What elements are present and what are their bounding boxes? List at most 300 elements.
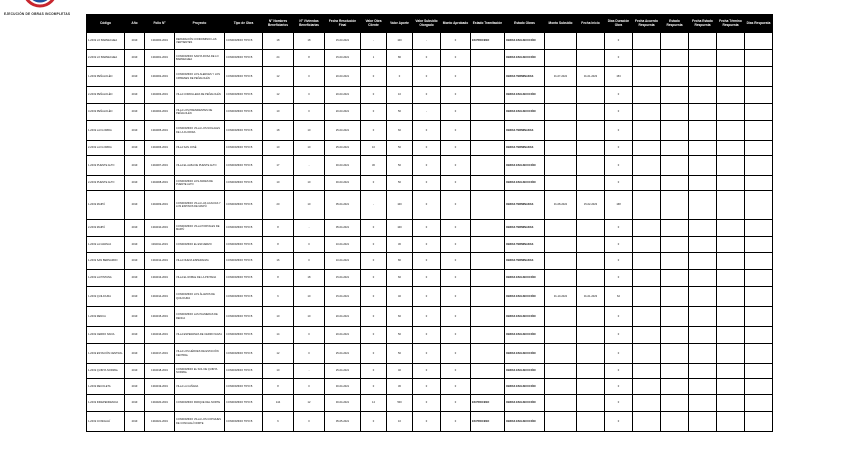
table-cell xyxy=(745,33,773,50)
table-cell: OBRAS EN EJECUCIÓN xyxy=(505,287,545,307)
table-cell xyxy=(633,191,661,220)
table-cell: 1394019-2019 xyxy=(145,379,175,395)
table-cell: 1-2019 RENCA xyxy=(87,307,125,327)
table-cell xyxy=(661,379,689,395)
table-cell: CONDOMINIO TIPO B xyxy=(225,364,263,379)
table-cell: 8 xyxy=(263,379,294,395)
table-cell xyxy=(545,379,577,395)
table-row xyxy=(87,364,773,379)
table-cell: 2019 xyxy=(125,395,145,412)
table-cell: 0 xyxy=(605,220,633,237)
table-cell: VILLA LOS PRESIDENTES DE PEÑALOLÉN xyxy=(175,104,225,121)
table-cell: 144 xyxy=(263,395,294,412)
column-header: Valor Obra Cliente xyxy=(361,15,387,33)
table-cell: 0 xyxy=(361,104,387,121)
table-cell: 17 xyxy=(263,156,294,176)
projects-table xyxy=(86,14,773,432)
table-cell: CONDOMINIO TIPO B xyxy=(225,327,263,344)
table-row xyxy=(87,141,773,156)
column-header: Fecha Término Respuesta xyxy=(717,15,745,33)
table-cell: 0 xyxy=(413,176,441,191)
table-cell: 0 xyxy=(413,364,441,379)
table-cell xyxy=(577,50,605,67)
table-cell xyxy=(717,327,745,344)
table-cell xyxy=(689,50,717,67)
table-cell: CONDOMINIO TIPO B xyxy=(225,307,263,327)
table-cell: 20-04-2021 xyxy=(325,327,361,344)
table-cell xyxy=(661,344,689,364)
table-cell xyxy=(471,364,505,379)
table-cell xyxy=(689,344,717,364)
table-cell: 40 xyxy=(387,287,413,307)
table-cell xyxy=(545,156,577,176)
table-cell: 2019 xyxy=(125,253,145,270)
table-cell: 60 xyxy=(387,121,413,141)
table-cell: 153 xyxy=(605,67,633,87)
table-cell: 0 xyxy=(605,344,633,364)
table-cell xyxy=(633,253,661,270)
table-cell: 80 xyxy=(387,50,413,67)
table-cell: 12 xyxy=(263,87,294,104)
table-row xyxy=(87,191,773,220)
table-cell xyxy=(745,327,773,344)
table-cell xyxy=(717,287,745,307)
table-cell xyxy=(577,176,605,191)
table-cell xyxy=(689,287,717,307)
table-row xyxy=(87,270,773,287)
table-cell xyxy=(633,220,661,237)
table-cell: 2019 xyxy=(125,191,145,220)
table-cell: OBRAS EN EJECUCIÓN xyxy=(505,87,545,104)
table-cell: 0 xyxy=(605,33,633,50)
table-header-row xyxy=(87,15,773,33)
table-cell: 0 xyxy=(413,220,441,237)
table-cell: 1394005-2019 xyxy=(145,121,175,141)
table-cell: 2019 xyxy=(125,379,145,395)
table-cell: CONDOMINIO SANTA ROSA DE LO BARNECHEA xyxy=(175,50,225,67)
table-cell: CONDOMINIO TIPO B xyxy=(225,50,263,67)
table-cell: 0 xyxy=(413,253,441,270)
table-cell xyxy=(689,270,717,287)
table-cell: 0 xyxy=(294,67,325,87)
table-cell: 1394002-2019 xyxy=(145,67,175,87)
table-cell: 0 xyxy=(294,344,325,364)
table-cell xyxy=(577,220,605,237)
org-caption: EJECUCIÓN DE OBRAS INCOMPLETAS xyxy=(4,12,71,16)
table-cell: 0 xyxy=(413,379,441,395)
table-cell xyxy=(717,104,745,121)
table-cell: 1-2019 MAIPÚ xyxy=(87,191,125,220)
table-cell: 0 xyxy=(605,176,633,191)
table-cell: 2019 xyxy=(125,364,145,379)
table-cell: 0 xyxy=(361,253,387,270)
table-cell xyxy=(633,270,661,287)
table-cell xyxy=(745,121,773,141)
table-cell: 1394015-2019 xyxy=(145,307,175,327)
table-cell: 2019 xyxy=(125,33,145,50)
table-cell xyxy=(661,253,689,270)
table-cell: 1-2019 LA PINTANA xyxy=(87,270,125,287)
table-cell xyxy=(745,253,773,270)
column-header: Valor Aporte xyxy=(387,15,413,33)
table-cell: 05-04-2021 xyxy=(325,220,361,237)
column-header: Días Respuesta xyxy=(745,15,773,33)
table-cell: 0 xyxy=(294,237,325,253)
table-cell: 0 xyxy=(361,412,387,432)
table-cell xyxy=(633,287,661,307)
table-cell: 62 xyxy=(605,287,633,307)
table-cell xyxy=(717,379,745,395)
table-cell: 0 xyxy=(441,156,471,176)
table-cell: 25-04-2021 xyxy=(325,364,361,379)
table-cell: VILLA LA CAÑADA xyxy=(175,379,225,395)
table-cell: 2019 xyxy=(125,104,145,121)
column-header: Monto Subsidio xyxy=(545,15,577,33)
table-cell: 2019 xyxy=(125,50,145,67)
table-cell: 60 xyxy=(387,270,413,287)
table-cell: 0 xyxy=(441,67,471,87)
table-cell: 1-2019 LA GRANJA xyxy=(87,237,125,253)
table-cell: 50 xyxy=(387,141,413,156)
table-cell xyxy=(577,270,605,287)
table-cell xyxy=(545,395,577,412)
column-header: Estado Obras xyxy=(505,15,545,33)
table-cell: 50 xyxy=(387,327,413,344)
table-cell: 100 xyxy=(387,220,413,237)
table-cell: OBRAS EN EJECUCIÓN xyxy=(505,270,545,287)
column-header: Monto Aprobado xyxy=(441,15,471,33)
table-cell: 20-03-2021 xyxy=(325,67,361,87)
table-cell: VILLA NUEVA ESPERANZA xyxy=(175,253,225,270)
table-cell: 1394003-2019 xyxy=(145,87,175,104)
table-cell: 0 xyxy=(605,87,633,104)
table-cell xyxy=(633,237,661,253)
table-cell: 1394018-2019 xyxy=(145,364,175,379)
table-cell: CONDOMINIO TIPO B xyxy=(225,253,263,270)
table-cell: 05-04-2021 xyxy=(325,191,361,220)
table-cell: 0 xyxy=(605,270,633,287)
table-cell xyxy=(689,104,717,121)
table-cell: OBRAS EN EJECUCIÓN xyxy=(505,344,545,364)
table-cell: 01-01-2023 xyxy=(577,67,605,87)
table-cell xyxy=(633,121,661,141)
table-cell: 2-2019 PUENTE ALTO xyxy=(87,176,125,191)
table-cell: CONDOMINIO TIPO B xyxy=(225,237,263,253)
table-cell: 80 xyxy=(387,253,413,270)
table-cell xyxy=(745,191,773,220)
column-header: Fecha Acuerdo Respuesta xyxy=(633,15,661,33)
table-cell: 31-07-2022 xyxy=(545,67,577,87)
table-cell: 0 xyxy=(413,87,441,104)
table-cell: CONDOMINIO TIPO B xyxy=(225,344,263,364)
table-cell xyxy=(633,379,661,395)
table-cell: 0 xyxy=(441,33,471,50)
table-cell xyxy=(545,270,577,287)
table-cell: 14 xyxy=(361,395,387,412)
table-cell: 20-04-2021 xyxy=(325,307,361,327)
table-cell: CONDOMINIO TIPO B xyxy=(225,270,263,287)
table-cell: 0 xyxy=(441,287,471,307)
table-cell: 168 xyxy=(605,191,633,220)
table-cell xyxy=(717,412,745,432)
table-cell xyxy=(471,191,505,220)
table-cell: CONDOMINIO VILLA PORTALES DE MAIPÚ xyxy=(175,220,225,237)
table-cell: 0 xyxy=(361,287,387,307)
table-cell xyxy=(577,121,605,141)
table-cell xyxy=(717,121,745,141)
table-cell: 0 xyxy=(605,104,633,121)
table-cell xyxy=(633,104,661,121)
table-cell xyxy=(661,395,689,412)
table-cell: 1-2019 QUINTA NORMAL xyxy=(87,364,125,379)
table-cell: CONDOMINIO TIPO B xyxy=(225,287,263,307)
table-cell xyxy=(689,156,717,176)
table-cell: 0 xyxy=(605,50,633,67)
table-cell xyxy=(545,237,577,253)
table-cell xyxy=(745,307,773,327)
table-cell: 20-03-2021 xyxy=(325,87,361,104)
table-cell xyxy=(577,307,605,327)
table-cell xyxy=(717,191,745,220)
table-cell: 2019 xyxy=(125,156,145,176)
table-cell xyxy=(633,50,661,67)
table-cell xyxy=(633,327,661,344)
table-cell: EN PROCESO xyxy=(471,412,505,432)
table-cell xyxy=(545,253,577,270)
table-cell: CONDOMINIO TIPO B xyxy=(225,412,263,432)
table-cell: 40 xyxy=(387,364,413,379)
table-cell: 2-2019 PEÑALOLÉN xyxy=(87,87,125,104)
table-cell: 2019 xyxy=(125,237,145,253)
table-row xyxy=(87,237,773,253)
table-cell xyxy=(689,327,717,344)
table-cell xyxy=(661,237,689,253)
table-cell: - xyxy=(294,220,325,237)
table-cell: 0 xyxy=(361,344,387,364)
table-cell xyxy=(577,379,605,395)
table-cell: - xyxy=(413,33,441,50)
table-cell: 1394004-2019 xyxy=(145,104,175,121)
table-cell: OBRAS EN EJECUCIÓN xyxy=(505,50,545,67)
table-cell xyxy=(471,270,505,287)
table-cell xyxy=(633,141,661,156)
table-cell: 1-2019 RECOLETA xyxy=(87,379,125,395)
table-cell: 30 xyxy=(387,237,413,253)
table-cell: 0 xyxy=(413,191,441,220)
table-cell: 1-2019 SAN BERNARDO xyxy=(87,253,125,270)
table-cell xyxy=(745,395,773,412)
table-cell xyxy=(661,50,689,67)
table-cell: 0 xyxy=(413,156,441,176)
table-cell: CONDOMINIO EL SOL DE QUINTA NORMAL xyxy=(175,364,225,379)
table-cell xyxy=(745,104,773,121)
table-cell: 15-03-2021 xyxy=(325,33,361,50)
table-cell: 50 xyxy=(387,176,413,191)
table-cell: CONDOMINIO PARQUE DEL NORTE xyxy=(175,395,225,412)
table-cell xyxy=(633,67,661,87)
table-cell xyxy=(545,220,577,237)
table-cell: 2019 xyxy=(125,176,145,191)
table-cell: 10 xyxy=(294,141,325,156)
table-cell: 12 xyxy=(294,395,325,412)
table-cell xyxy=(633,344,661,364)
table-cell xyxy=(661,191,689,220)
table-cell xyxy=(717,67,745,87)
table-row xyxy=(87,104,773,121)
table-cell: 0 xyxy=(361,379,387,395)
table-cell xyxy=(717,270,745,287)
table-cell xyxy=(545,344,577,364)
table-cell: 0 xyxy=(441,141,471,156)
table-cell: 0 xyxy=(294,253,325,270)
table-cell xyxy=(717,87,745,104)
table-cell xyxy=(545,307,577,327)
table-cell: 10-04-2021 xyxy=(325,253,361,270)
table-cell: 05-05-2021 xyxy=(325,412,361,432)
table-cell: 25-03-2021 xyxy=(325,121,361,141)
table-cell xyxy=(661,220,689,237)
table-cell: 0 xyxy=(387,67,413,87)
table-cell: 0 xyxy=(361,121,387,141)
table-cell: 100 xyxy=(387,33,413,50)
table-cell xyxy=(661,87,689,104)
table-cell: 0 xyxy=(441,270,471,287)
table-cell: 12 xyxy=(263,344,294,364)
table-cell xyxy=(689,191,717,220)
table-cell xyxy=(717,307,745,327)
table-row xyxy=(87,33,773,50)
table-cell: CONDOMINIO LOS ALERCES Y LOS CIPRESES DE PEÑALOLÉN xyxy=(175,67,225,87)
table-cell: OBRAS TERMINADAS xyxy=(505,67,545,87)
table-cell: - xyxy=(361,191,387,220)
table-cell: VILLA SAN JOSÉ xyxy=(175,141,225,156)
table-cell xyxy=(577,87,605,104)
column-header: Estado Respuesta xyxy=(661,15,689,33)
table-cell: 1-2019 ESTACIÓN CENTRAL xyxy=(87,344,125,364)
table-cell: 30 xyxy=(387,379,413,395)
column-header: Proyecto xyxy=(175,15,225,33)
table-cell: CONDOMINIO VILLA LOS NOGALES DE LA FLORIDA xyxy=(175,121,225,141)
table-cell: 1394012-2019 xyxy=(145,253,175,270)
table-cell: 0 xyxy=(605,364,633,379)
table-cell xyxy=(717,253,745,270)
table-cell: 0 xyxy=(294,87,325,104)
table-cell: 0 xyxy=(605,307,633,327)
table-cell xyxy=(661,141,689,156)
table-row xyxy=(87,287,773,307)
table-cell: 60 xyxy=(387,307,413,327)
table-cell xyxy=(633,307,661,327)
table-cell: 10 xyxy=(294,191,325,220)
table-cell: 0 xyxy=(441,191,471,220)
table-cell: 0 xyxy=(413,270,441,287)
table-cell: 0 xyxy=(441,50,471,67)
table-cell: EN PROCESO xyxy=(471,395,505,412)
table-cell: 18 xyxy=(263,121,294,141)
table-cell xyxy=(471,156,505,176)
table-cell xyxy=(745,141,773,156)
table-cell: 0 xyxy=(361,237,387,253)
column-header: Estado Tramitación xyxy=(471,15,505,33)
table-cell xyxy=(545,412,577,432)
table-cell: 0 xyxy=(413,50,441,67)
table-cell xyxy=(577,141,605,156)
table-cell xyxy=(661,33,689,50)
table-cell xyxy=(689,87,717,104)
table-cell xyxy=(633,33,661,50)
table-cell xyxy=(545,33,577,50)
table-cell: 0 xyxy=(441,395,471,412)
table-row xyxy=(87,253,773,270)
table-cell xyxy=(745,344,773,364)
table-cell: 0 xyxy=(294,379,325,395)
table-cell: 0 xyxy=(605,395,633,412)
table-cell xyxy=(577,412,605,432)
table-cell: 8 xyxy=(263,220,294,237)
table-cell xyxy=(545,121,577,141)
table-cell: 100 xyxy=(387,191,413,220)
table-cell: 1394009-2019 xyxy=(145,191,175,220)
header-logo-area xyxy=(4,0,84,22)
table-cell: 50 xyxy=(387,104,413,121)
table-cell: 8 xyxy=(263,270,294,287)
table-cell: VILLA LOS HÉROES DE ESTACIÓN CENTRAL xyxy=(175,344,225,364)
table-row xyxy=(87,121,773,141)
table-cell xyxy=(633,395,661,412)
table-cell xyxy=(471,50,505,67)
table-row xyxy=(87,327,773,344)
table-cell: 30-04-2021 xyxy=(325,379,361,395)
table-cell xyxy=(689,253,717,270)
table-cell xyxy=(661,104,689,121)
table-cell xyxy=(577,364,605,379)
table-cell: 50 xyxy=(387,156,413,176)
table-cell: OBRAS TERMINADAS xyxy=(505,121,545,141)
table-cell: 8 xyxy=(263,237,294,253)
table-cell: CONDOMINIO VILLA LAS ACACIAS Y LOS ESPINOS DE MAIPÚ xyxy=(175,191,225,220)
table-cell: EN PROCESO xyxy=(471,33,505,50)
table-cell: OBRAS EN EJECUCIÓN xyxy=(505,307,545,327)
table-cell: 0 xyxy=(441,307,471,327)
table-cell: 2019 xyxy=(125,307,145,327)
table-cell: 0 xyxy=(441,412,471,432)
table-cell xyxy=(689,379,717,395)
table-cell: VILLA CORDILLERA DE PEÑALOLÉN xyxy=(175,87,225,104)
table-cell: 20 xyxy=(263,191,294,220)
table-cell: 14 xyxy=(263,327,294,344)
table-cell: OBRAS TERMINADAS xyxy=(505,220,545,237)
table-cell: 25-03-2021 xyxy=(325,141,361,156)
table-cell: 0 xyxy=(413,141,441,156)
table-cell: 0 xyxy=(605,237,633,253)
table-cell: 1-2019 QUILICURA xyxy=(87,287,125,307)
table-cell: 10 xyxy=(294,121,325,141)
table-cell xyxy=(633,87,661,104)
table-row xyxy=(87,379,773,395)
table-cell xyxy=(689,176,717,191)
table-cell xyxy=(689,121,717,141)
table-cell: 0 xyxy=(441,121,471,141)
table-cell: 0 xyxy=(441,364,471,379)
table-cell: 1394000-2019 xyxy=(145,33,175,50)
table-cell: CONDOMINIO LOS ANDES DE PUENTE ALTO xyxy=(175,176,225,191)
table-cell: 2019 xyxy=(125,327,145,344)
table-cell xyxy=(545,176,577,191)
table-cell xyxy=(577,327,605,344)
table-cell xyxy=(471,141,505,156)
table-cell xyxy=(717,237,745,253)
table-cell: 15-04-2021 xyxy=(325,270,361,287)
